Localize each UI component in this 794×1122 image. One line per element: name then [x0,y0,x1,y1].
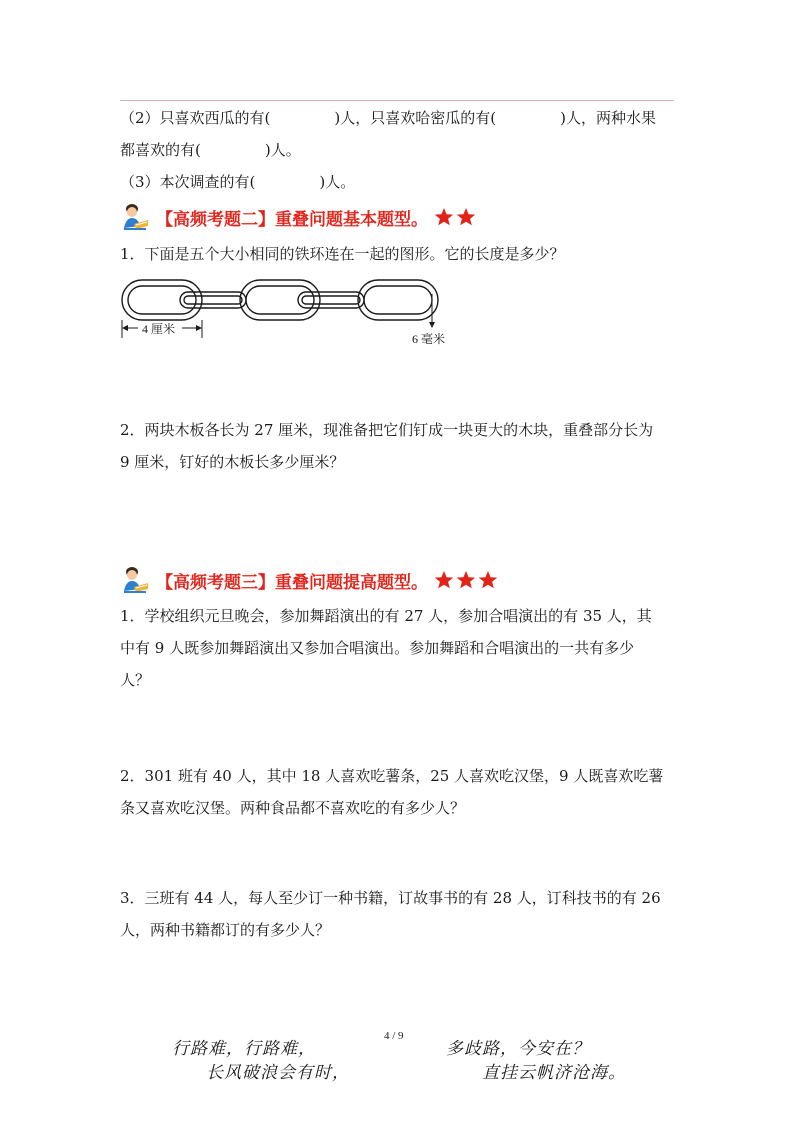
section-2-heading [120,202,476,232]
section-3-question-1-line3: 人？ [120,671,151,689]
section-3-heading [120,565,498,595]
star-icon [434,570,454,590]
section-2-question-2-line2: 9 厘米，钉好的木板长多少厘米？ [120,453,345,471]
section-3-question-1-line1: 1．学校组织元旦晚会，参加舞蹈演出的有 27 人，参加合唱演出的有 35 人，其 [120,607,652,625]
section-2-question-1: 1．下面是五个大小相同的铁环连在一起的图形。它的长度是多少？ [120,245,565,263]
section-3-question-2-line1: 2．301 班有 40 人，其中 18 人喜欢吃薯条，25 人喜欢吃汉堡，9 人既喜欢吃薯 [120,767,664,785]
question-text: )人。 [264,141,301,159]
question-3 [120,172,355,192]
question-text: )人。 [319,173,356,191]
section-title: 【高频考题二】重叠问题基本题型。 [156,209,428,230]
question-text: )人，只喜欢哈密瓜的有( [334,109,497,127]
difficulty-stars [434,570,498,590]
page-number: 4 / 9 [384,1030,404,1042]
question-text: )人，两种水果 [560,109,656,127]
section-title: 【高频考题三】重叠问题提高题型。 [156,572,428,593]
difficulty-stars [434,207,476,227]
star-icon [456,570,476,590]
section-2-question-2-line1: 2．两块木板各长为 27 厘米，现准备把它们钉成一块更大的木块，重叠部分长为 [120,421,654,439]
dimension-label-width: 4 厘米 [142,322,176,336]
poem-line-right-1: 多歧路，今安在？ [446,1039,590,1059]
star-icon [478,570,498,590]
section-3-question-3-line1: 3．三班有 44 人，每人至少订一种书籍，订故事书的有 28 人，订科技书的有 26 [120,889,661,907]
section-3-question-2-line2: 条又喜欢吃汉堡。两种食品都不喜欢吃的有多少人？ [120,799,466,817]
section-3-question-3-line2: 人，两种书籍都订的有多少人？ [120,921,331,939]
chain-rings-figure [118,270,458,350]
section-3-question-1-line2: 中有 9 人既参加舞蹈演出又参加合唱演出。参加舞蹈和合唱演出的一共有多少 [120,639,635,657]
question-text: （2）只喜欢西瓜的有( [120,109,271,127]
question-2-line1 [120,108,656,128]
star-icon [434,207,454,227]
star-icon [456,207,476,227]
student-reading-icon [120,565,150,595]
student-reading-icon [120,202,150,232]
poem-line-right-2: 直挂云帆济沧海。 [482,1063,626,1083]
question-text: 都喜欢的有( [120,141,201,159]
poem-line-left-1: 行路难，行路难， [172,1039,316,1059]
question-2-line2 [120,140,301,160]
poem-line-left-2: 长风破浪会有时， [206,1063,350,1083]
dimension-label-thickness: 6 毫米 [412,332,446,346]
header-rule [120,100,674,101]
question-text: （3）本次调查的有( [120,173,256,191]
